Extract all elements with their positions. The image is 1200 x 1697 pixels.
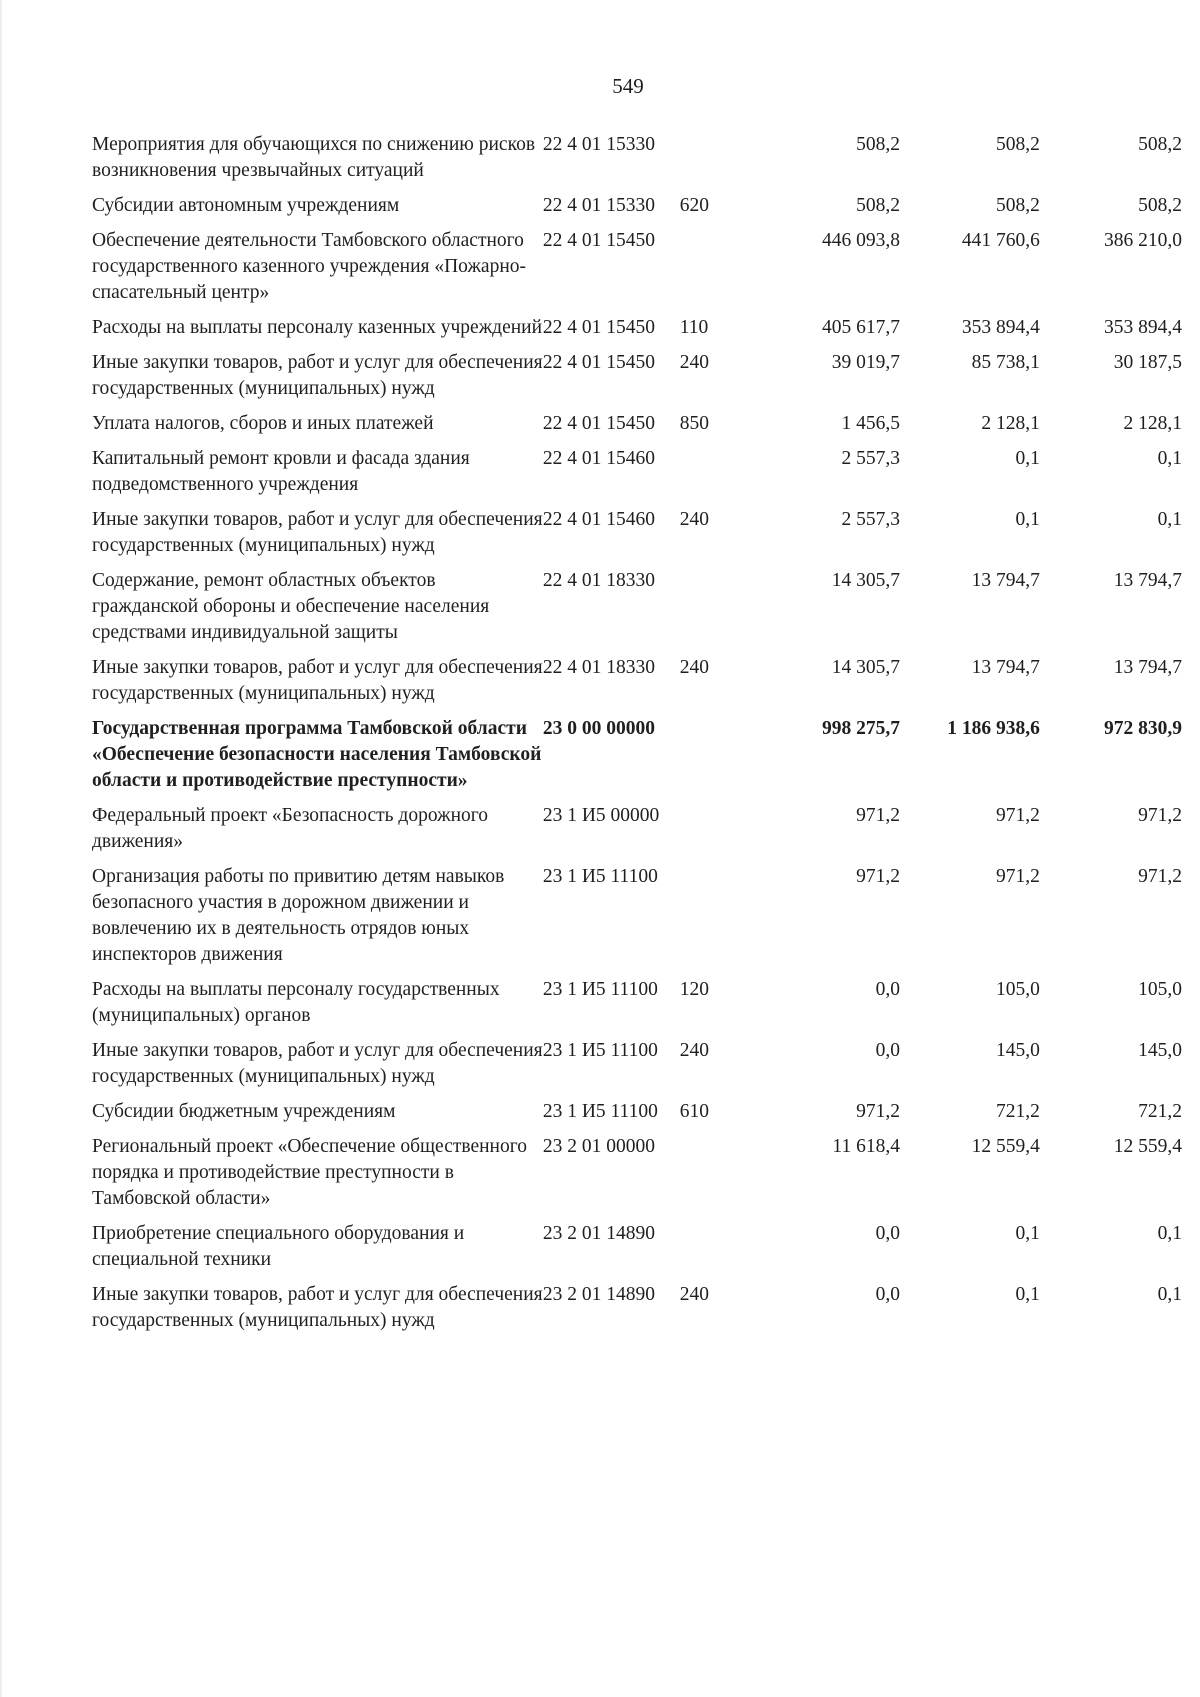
row-value-year-2: 721,2 <box>996 1101 1040 1122</box>
row-value-year-2: 13 794,7 <box>971 657 1040 678</box>
row-value-year-1: 971,2 <box>856 1101 900 1122</box>
row-value-year-2: 12 559,4 <box>971 1136 1040 1157</box>
row-name: Иные закупки товаров, работ и услуг для обеспечения государственных (муниципальных) нужд <box>92 1284 543 1331</box>
row-code: 23 1 И5 11100 <box>542 1101 658 1122</box>
table-row <box>92 193 1182 228</box>
row-code: 23 1 И5 11100 <box>542 1040 658 1061</box>
budget-table-body <box>92 132 1182 1343</box>
row-name: Капитальный ремонт кровли и фасада здания подведомственного учреждения <box>92 448 470 495</box>
row-value-year-3: 721,2 <box>1138 1101 1182 1122</box>
table-row <box>92 132 1182 193</box>
row-code: 22 4 01 15330 <box>542 134 655 155</box>
row-name: Содержание, ремонт областных объектов гражданской обороны и обеспечение населения средствами индивидуальной защиты <box>92 570 490 643</box>
row-expense-type <box>680 446 740 507</box>
row-value-year-3: 386 210,0 <box>1104 230 1182 251</box>
table-row <box>92 568 1182 655</box>
table-row <box>92 446 1182 507</box>
row-expense-type <box>680 864 740 977</box>
row-name: Региональный проект «Обеспечение общественного порядка и противодействие преступности в Тамбовской области» <box>92 1136 527 1209</box>
row-value-year-3: 30 187,5 <box>1113 352 1182 373</box>
row-code: 22 4 01 15450 <box>542 317 655 338</box>
row-code: 23 1 И5 00000 <box>542 805 660 826</box>
table-row <box>92 1282 1182 1343</box>
row-code: 22 4 01 15460 <box>542 448 655 469</box>
row-value-year-2: 971,2 <box>996 866 1040 887</box>
table-row <box>92 1038 1182 1099</box>
row-value-year-3: 508,2 <box>1138 195 1182 216</box>
row-code: 22 4 01 15460 <box>542 509 655 530</box>
scan-edge-shadow <box>0 0 3 1697</box>
row-code: 23 2 01 14890 <box>542 1223 655 1244</box>
page-number: 549 <box>612 74 644 98</box>
row-value-year-3: 0,1 <box>1157 1223 1182 1244</box>
row-name: Государственная программа Тамбовской области «Обеспечение безопасности населения Тамбовской области и противодействие преступности» <box>92 718 542 791</box>
row-value-year-3: 353 894,4 <box>1104 317 1182 338</box>
row-value-year-3: 508,2 <box>1138 134 1182 155</box>
table-row <box>92 977 1182 1038</box>
row-code: 23 2 01 14890 <box>542 1284 655 1305</box>
row-value-year-3: 12 559,4 <box>1113 1136 1182 1157</box>
row-name: Приобретение специального оборудования и специальной техники <box>92 1223 465 1270</box>
row-name: Иные закупки товаров, работ и услуг для обеспечения государственных (муниципальных) нужд <box>92 1040 543 1087</box>
row-value-year-3: 971,2 <box>1138 866 1182 887</box>
row-value-year-2: 13 794,7 <box>971 570 1040 591</box>
table-row <box>92 803 1182 864</box>
table-row <box>92 716 1182 803</box>
row-value-year-3: 0,1 <box>1157 509 1182 530</box>
row-value-year-1: 14 305,7 <box>831 570 900 591</box>
row-expense-type: 240 <box>679 1040 709 1061</box>
row-value-year-3: 0,1 <box>1157 1284 1182 1305</box>
row-value-year-1: 11 618,4 <box>832 1136 900 1157</box>
table-row <box>92 507 1182 568</box>
row-value-year-2: 105,0 <box>996 979 1040 1000</box>
row-code: 23 1 И5 11100 <box>542 866 658 887</box>
row-expense-type <box>680 1134 740 1221</box>
row-value-year-1: 405 617,7 <box>821 317 900 338</box>
table-row <box>92 228 1182 315</box>
row-expense-type: 610 <box>679 1101 709 1122</box>
table-row <box>92 655 1182 716</box>
row-code: 22 4 01 15450 <box>542 352 655 373</box>
row-code: 22 4 01 18330 <box>542 570 655 591</box>
row-expense-type: 110 <box>679 317 709 338</box>
row-expense-type <box>680 228 740 315</box>
row-value-year-3: 13 794,7 <box>1113 657 1182 678</box>
row-value-year-1: 971,2 <box>856 866 900 887</box>
row-name: Федеральный проект «Безопасность дорожного движения» <box>92 805 489 852</box>
row-value-year-3: 145,0 <box>1138 1040 1182 1061</box>
row-value-year-2: 2 128,1 <box>981 413 1040 434</box>
row-value-year-2: 508,2 <box>996 195 1040 216</box>
table-row <box>92 1099 1182 1134</box>
row-value-year-2: 441 760,6 <box>961 230 1040 251</box>
row-value-year-1: 1 456,5 <box>841 413 900 434</box>
row-value-year-2: 0,1 <box>1015 1223 1040 1244</box>
table-row <box>92 1221 1182 1282</box>
row-value-year-3: 971,2 <box>1138 805 1182 826</box>
row-expense-type: 240 <box>679 657 709 678</box>
row-name: Уплата налогов, сборов и иных платежей <box>92 413 434 434</box>
row-value-year-1: 508,2 <box>856 134 900 155</box>
row-value-year-2: 353 894,4 <box>961 317 1040 338</box>
row-value-year-1: 0,0 <box>875 1284 900 1305</box>
row-value-year-1: 971,2 <box>856 805 900 826</box>
row-value-year-3: 105,0 <box>1138 979 1182 1000</box>
table-row <box>92 1134 1182 1221</box>
row-name: Обеспечение деятельности Тамбовского областного государственного казенного учреждения «Пожарно-спасательный центр» <box>92 230 527 303</box>
row-value-year-3: 0,1 <box>1157 448 1182 469</box>
table-row <box>92 315 1182 350</box>
row-value-year-2: 145,0 <box>996 1040 1040 1061</box>
row-name: Иные закупки товаров, работ и услуг для обеспечения государственных (муниципальных) нужд <box>92 657 543 704</box>
row-name: Расходы на выплаты персоналу казенных учреждений <box>92 317 543 338</box>
row-value-year-1: 446 093,8 <box>821 230 900 251</box>
row-expense-type: 240 <box>679 1284 709 1305</box>
row-expense-type <box>680 568 740 655</box>
row-value-year-1: 508,2 <box>856 195 900 216</box>
row-name: Иные закупки товаров, работ и услуг для обеспечения государственных (муниципальных) нужд <box>92 509 543 556</box>
row-expense-type <box>680 803 740 864</box>
row-value-year-2: 85 738,1 <box>971 352 1040 373</box>
row-value-year-1: 2 557,3 <box>841 509 900 530</box>
row-value-year-3: 13 794,7 <box>1113 570 1182 591</box>
row-code: 22 4 01 15450 <box>542 413 655 434</box>
row-expense-type: 240 <box>679 352 709 373</box>
row-value-year-3: 2 128,1 <box>1123 413 1182 434</box>
row-value-year-1: 0,0 <box>875 1040 900 1061</box>
row-name: Расходы на выплаты персоналу государственных (муниципальных) органов <box>92 979 500 1026</box>
row-name: Организация работы по привитию детям навыков безопасного участия в дорожном движении и вовлечению их в деятельность отрядов юных инспекторов движения <box>92 866 505 965</box>
row-expense-type: 850 <box>679 413 709 434</box>
row-expense-type <box>680 716 740 803</box>
row-expense-type: 620 <box>679 195 709 216</box>
row-value-year-1: 0,0 <box>875 979 900 1000</box>
row-code: 22 4 01 15450 <box>542 230 655 251</box>
row-name: Мероприятия для обучающихся по снижению рисков возникновения чрезвычайных ситуаций <box>92 134 536 181</box>
budget-table <box>92 132 1182 1343</box>
row-value-year-1: 39 019,7 <box>831 352 900 373</box>
table-row <box>92 411 1182 446</box>
row-value-year-1: 998 275,7 <box>821 718 900 739</box>
row-value-year-1: 0,0 <box>875 1223 900 1244</box>
row-value-year-1: 14 305,7 <box>831 657 900 678</box>
row-code: 22 4 01 15330 <box>542 195 655 216</box>
row-value-year-2: 971,2 <box>996 805 1040 826</box>
row-value-year-2: 508,2 <box>996 134 1040 155</box>
row-value-year-3: 972 830,9 <box>1104 718 1182 739</box>
row-expense-type: 120 <box>679 979 709 1000</box>
row-value-year-2: 1 186 938,6 <box>947 718 1040 739</box>
row-expense-type: 240 <box>679 509 709 530</box>
row-value-year-2: 0,1 <box>1015 1284 1040 1305</box>
row-code: 22 4 01 18330 <box>542 657 655 678</box>
row-name: Иные закупки товаров, работ и услуг для обеспечения государственных (муниципальных) нужд <box>92 352 543 399</box>
row-value-year-1: 2 557,3 <box>841 448 900 469</box>
row-expense-type <box>680 132 740 193</box>
table-row <box>92 350 1182 411</box>
row-code: 23 1 И5 11100 <box>542 979 658 1000</box>
row-expense-type <box>680 1221 740 1282</box>
row-value-year-2: 0,1 <box>1015 509 1040 530</box>
row-code: 23 0 00 00000 <box>542 718 655 739</box>
row-code: 23 2 01 00000 <box>542 1136 655 1157</box>
row-name: Субсидии бюджетным учреждениям <box>92 1101 396 1122</box>
row-value-year-2: 0,1 <box>1015 448 1040 469</box>
row-name: Субсидии автономным учреждениям <box>92 195 400 216</box>
table-row <box>92 864 1182 977</box>
